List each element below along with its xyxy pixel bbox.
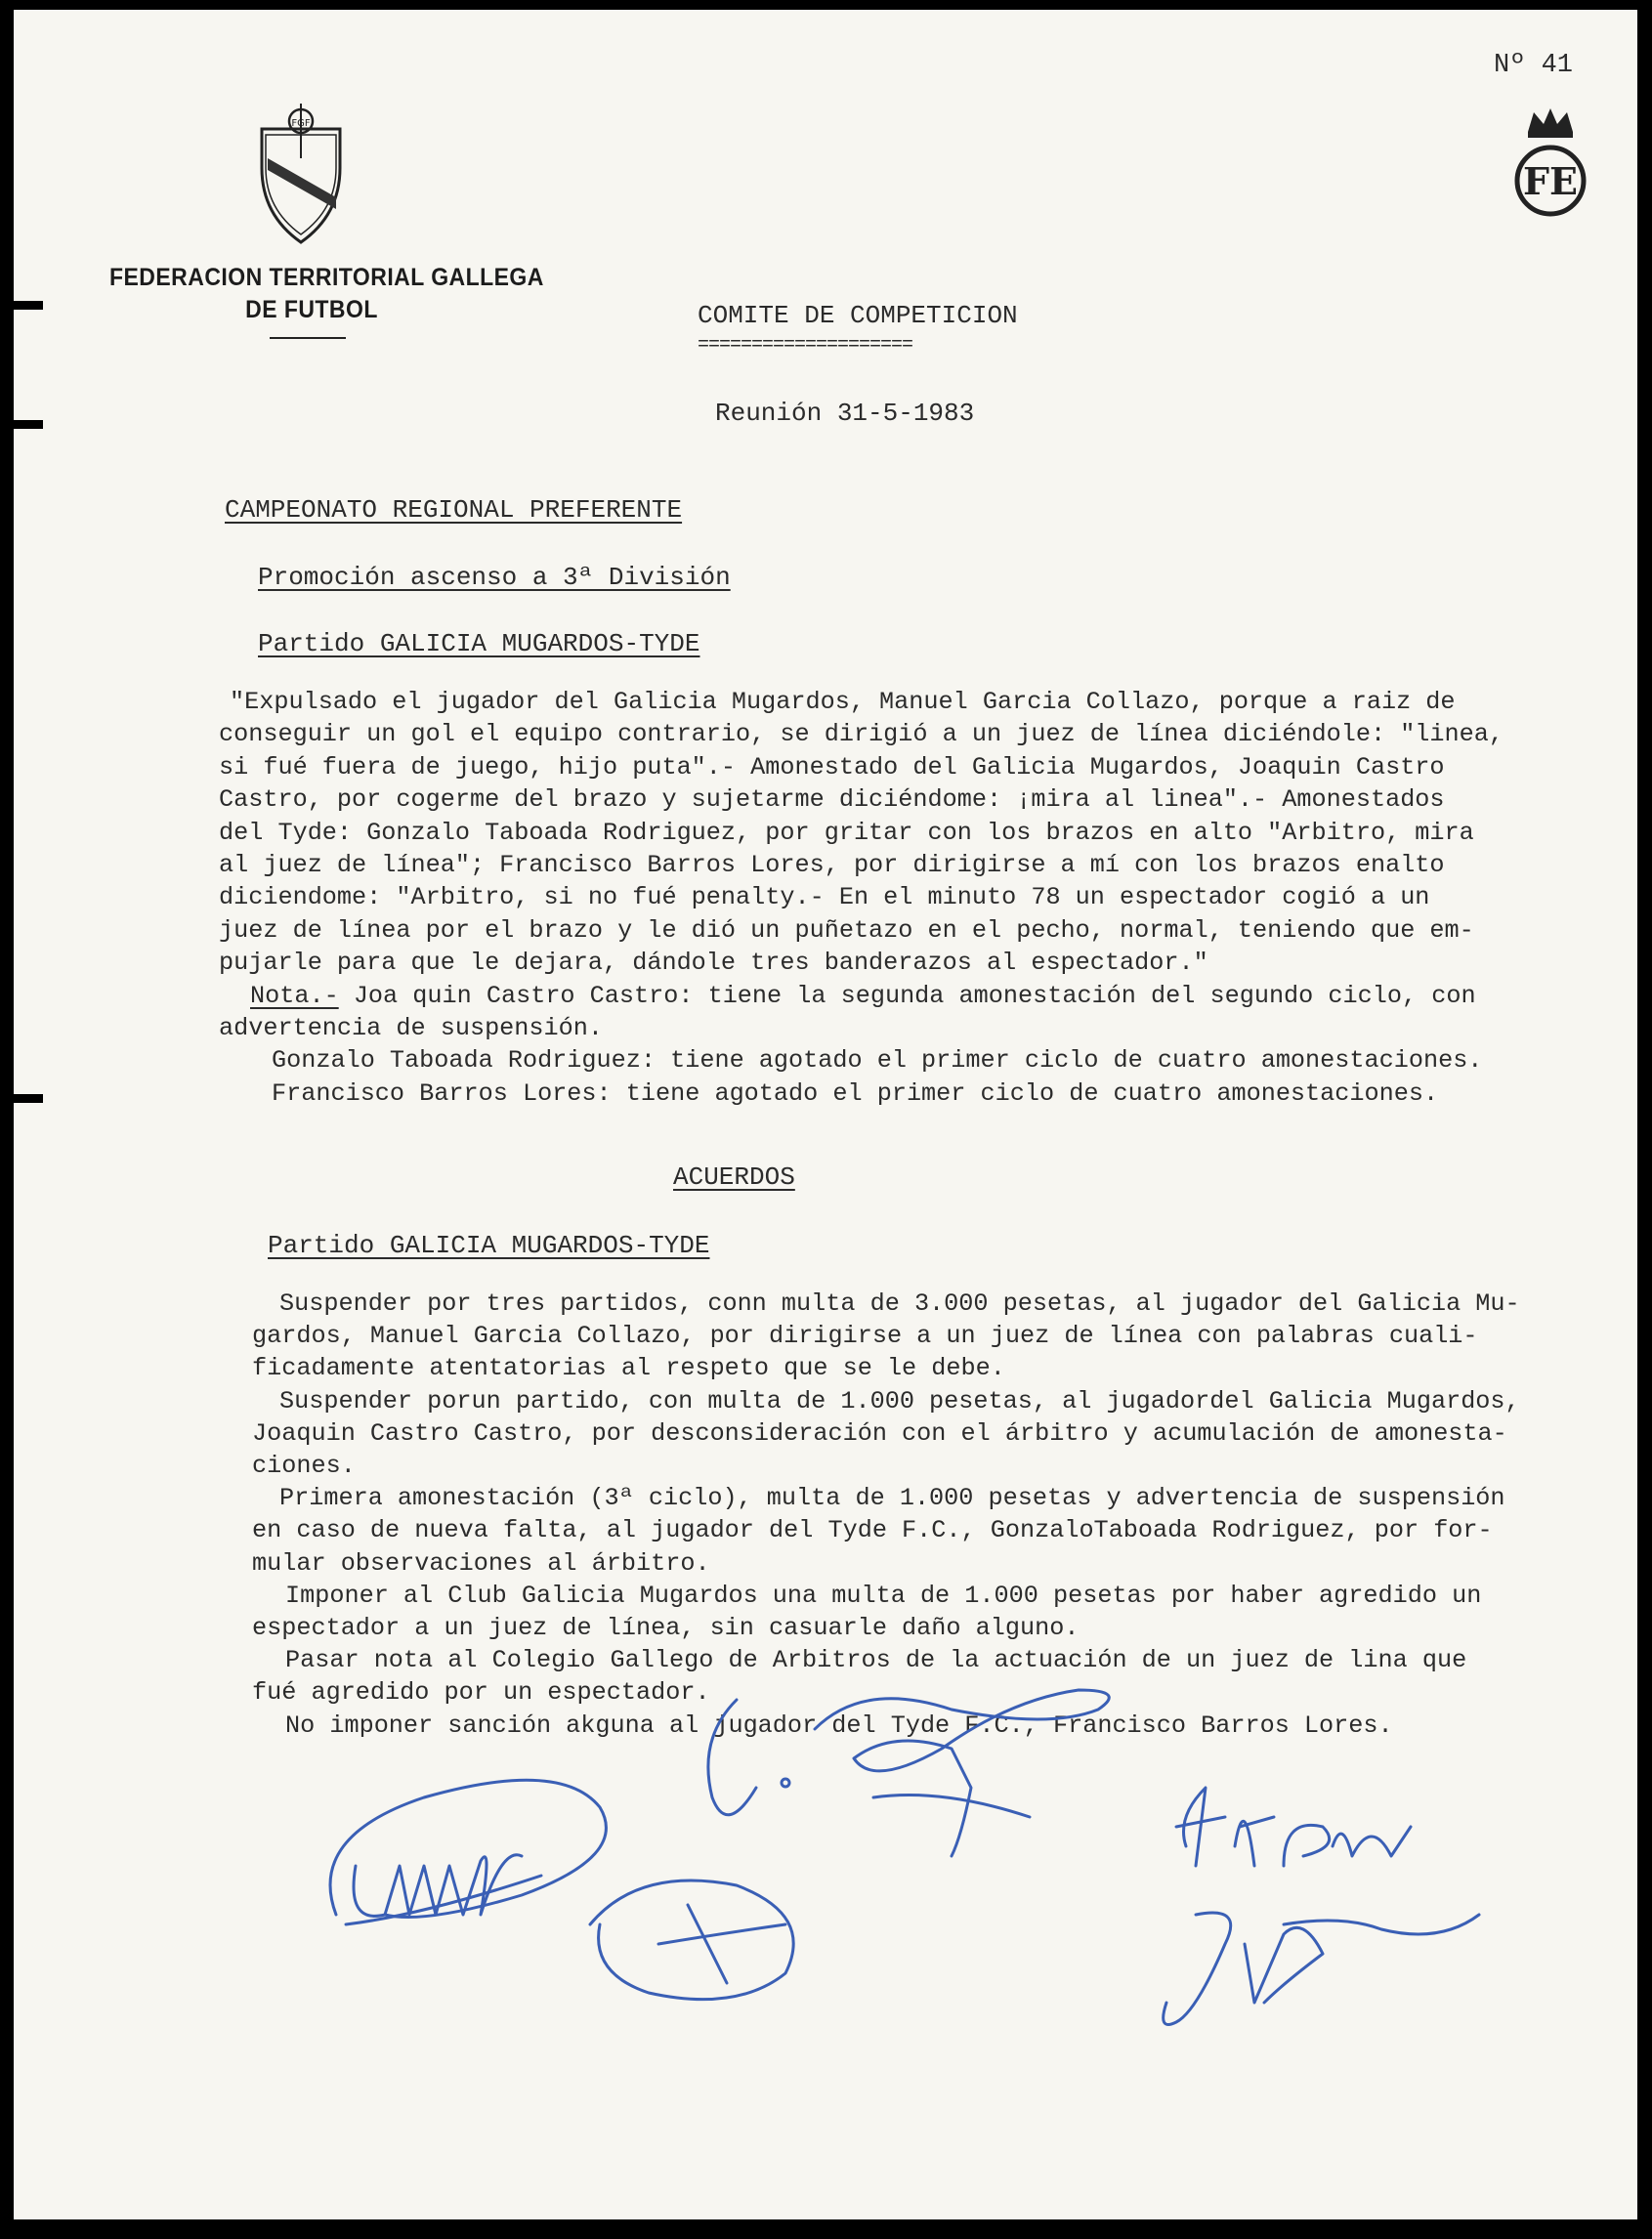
note-text: Joa quin Castro Castro: tiene la segunda amonestación del segundo ciclo, con	[338, 981, 1476, 1010]
report-line: Castro, por cogerme del brazo y sujetarme diciéndome: ¡mira al linea".- Amonestados	[219, 785, 1445, 815]
signature-2	[590, 1690, 1109, 2000]
svg-text:FE: FE	[1523, 159, 1578, 203]
ruling-line: ciones.	[252, 1452, 356, 1481]
report-line: del Tyde: Gonzalo Taboada Rodriguez, por gritar con los brazos en alto "Arbitro, mira	[219, 818, 1474, 847]
punch-hole-mark	[14, 301, 43, 310]
agreements-heading: ACUERDOS	[673, 1162, 795, 1192]
ruling-line: Primera amonestación (3ª ciclo), multa de 1.000 pesetas y advertencia de suspensión	[279, 1484, 1505, 1513]
referee-report	[219, 686, 1504, 1110]
ruling-line: espectador a un juez de línea, sin casuarle daño alguno.	[252, 1614, 1080, 1643]
meeting-date: Reunión 31-5-1983	[715, 399, 975, 428]
report-line: pujarle para que le dejara, dándole tres banderazos al espectador."	[219, 949, 1208, 978]
federation-name	[109, 262, 544, 326]
committee-title-rule: ====================	[698, 334, 913, 357]
ruling-line: mular observaciones al árbitro.	[252, 1548, 710, 1578]
signature-1	[330, 1780, 606, 1924]
ruling-line: gardos, Manuel Garcia Collazo, por dirigirse a un juez de línea con palabras cuali-	[252, 1322, 1478, 1351]
rfef-crown-emblem-icon	[1506, 103, 1594, 218]
report-line: al juez de línea"; Francisco Barros Lores, por dirigirse a mí con los brazos enalto	[219, 851, 1445, 880]
ruling-line: Suspender por tres partidos, conn multa de 3.000 pesetas, al jugador del Galicia Mu-	[279, 1289, 1520, 1318]
federation-shield-logo-icon	[254, 100, 348, 246]
document-page	[14, 10, 1637, 2219]
report-line: si fué fuera de juego, hijo puta".- Amonestado del Galicia Mugardos, Joaquin Castro	[219, 752, 1445, 782]
promotion-heading: Promoción ascenso a 3ª División	[258, 563, 731, 592]
signatures-area	[14, 1670, 1637, 2178]
note-line	[219, 980, 1504, 1012]
signature-3	[1164, 1788, 1479, 2025]
match-heading-2: Partido GALICIA MUGARDOS-TYDE	[268, 1231, 710, 1260]
report-line: "Expulsado el jugador del Galicia Mugardos, Manuel Garcia Collazo, porque a raiz de	[230, 688, 1456, 716]
note-line: Gonzalo Taboada Rodriguez: tiene agotado el primer ciclo de cuatro amonestaciones.	[272, 1046, 1483, 1076]
ruling-line: Pasar nota al Colegio Gallego de Arbitros de la actuación de un juez de lina que	[285, 1646, 1467, 1675]
ruling-line: No imponer sanción akguna al jugador del Tyde F.C., Francisco Barros Lores.	[285, 1711, 1393, 1740]
note-line: Francisco Barros Lores: tiene agotado el primer ciclo de cuatro amonestaciones.	[272, 1078, 1439, 1108]
committee-title: COMITE DE COMPETICION	[698, 301, 1018, 330]
ruling-line: fué agredido por un espectador.	[252, 1678, 710, 1708]
federation-name-line1: FEDERACION TERRITORIAL GALLEGA	[109, 264, 544, 291]
report-line: conseguir un gol el equipo contrario, se dirigió a un juez de línea diciéndole: "linea,	[219, 720, 1504, 749]
ruling-line: Suspender porun partido, con multa de 1.000 pesetas, al jugadordel Galicia Mugardos,	[279, 1386, 1520, 1415]
ruling-line: Imponer al Club Galicia Mugardos una multa de 1.000 pesetas por haber agredido un	[285, 1581, 1482, 1610]
note-label: Nota.-	[250, 981, 339, 1010]
svg-text:FGF: FGF	[291, 118, 311, 129]
report-line: diciendome: "Arbitro, si no fué penalty.- En el minuto 78 un espectador cogió a un	[219, 883, 1430, 912]
document-number: Nº 41	[1494, 51, 1574, 80]
federation-name-line2: DE FUTBOL	[245, 296, 378, 323]
championship-heading: CAMPEONATO REGIONAL PREFERENTE	[225, 495, 683, 525]
ruling-line: ficadamente atentatorias al respeto que se le debe.	[252, 1354, 1005, 1383]
federation-name-rule	[270, 337, 346, 339]
punch-hole-mark	[14, 1094, 43, 1103]
report-line: juez de línea por el brazo y le dió un puñetazo en el pecho, normal, teniendo que em-	[219, 915, 1474, 945]
ruling-line: en caso de nueva falta, al jugador del Tyde F.C., GonzaloTaboada Rodriguez, por for-	[252, 1516, 1493, 1545]
note-line: advertencia de suspensión.	[219, 1014, 603, 1043]
match-heading: Partido GALICIA MUGARDOS-TYDE	[258, 629, 700, 658]
punch-hole-mark	[14, 420, 43, 429]
ruling-line: Joaquin Castro Castro, por desconsideración con el árbitro y acumulación de amonesta-	[252, 1418, 1507, 1448]
